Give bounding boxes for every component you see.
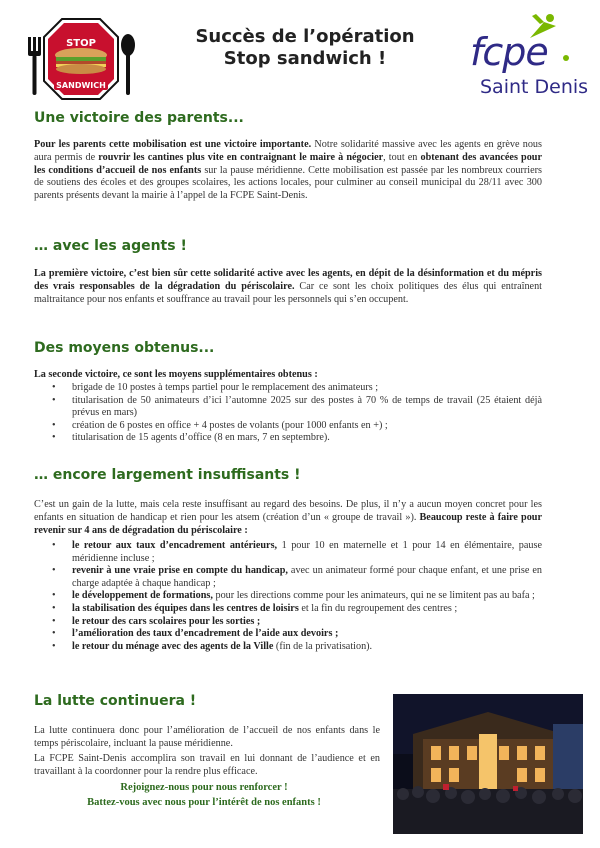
town-hall-protest-photo	[393, 694, 583, 834]
list-item: • le retour aux taux d’encadrement antérieurs, 1 pour 10 en maternelle et 1 pour 14 en élémentaire, pause méridienne incluse ;	[34, 540, 542, 565]
title-line-1: Succès de l’opération	[195, 26, 415, 47]
struggle-text-1: La lutte continuera donc pour l’amélioration de l’accueil de nos enfants dans le temps périscolaire, incluant la pause méridienne.	[34, 725, 380, 749]
page-title	[150, 26, 460, 70]
section-heading-means: Des moyens obtenus...	[34, 340, 215, 356]
means-list	[34, 382, 542, 445]
list-item: • le développement de formations, pour les directions comme pour les animateurs, qui ne se limitent pas au bafa ;	[34, 590, 542, 603]
list-item: • brigade de 10 postes à temps partiel pour le remplacement des animateurs ;	[34, 382, 542, 395]
stop-sandwich-logo	[22, 15, 140, 103]
list-item: • revenir à une vraie prise en compte du handicap, avec un animateur formé pour chaque enfant, et une prise en charge adaptée à chaque handicap ;	[34, 565, 542, 590]
insufficient-text: C’est un gain de la lutte, mais cela reste insuffisant au regard des besoins. De plus, il n’y a aucun moyen concret pour les enfants en situation de handicap et rien pour les atsem (création d’un « groupe de travail »). Beaucoup reste à faire pour revenir sur 4 ans de dégradation du périscolaire :	[34, 499, 542, 536]
section-text-victory: Pour les parents cette mobilisation est une victoire importante. Notre solidarité massive avec les agents en grève nous aura permis de rouvrir les cantines plus vite en contraignant le maire à négocier, tout en obtenant des avancées pour les conditions d’accueil de nos enfants sur la pause méridienne. Cette mobilisation est passée par les nombreux courriers de soutiens des écoles et des groupes scolaires, les actions locales, pour culminer au conseil municipal du 28/11 avec 300 parents présents devant la mairie à l’appel de la FCPE Saint-Denis.	[34, 139, 542, 202]
list-item: • la stabilisation des équipes dans les centres de loisirs et la fin du regroupement des centres ;	[34, 603, 542, 616]
list-item: • titularisation de 15 agents d’office (8 en mars, 7 en septembre).	[34, 432, 542, 445]
title-line-2: Stop sandwich !	[223, 48, 387, 69]
means-intro: La seconde victoire, ce sont les moyens supplémentaires obtenus :	[34, 369, 318, 380]
svg-text:STOP: STOP	[66, 38, 96, 49]
list-item: • création de 6 postes en office + 4 postes de volants (pour 1000 enfants en +) ;	[34, 420, 542, 433]
fcpe-wordmark: fcpe	[470, 30, 548, 74]
section-text-agents: La première victoire, c’est bien sûr cette solidarité active avec les agents, en dépit de la désinformation et du mépris des vrais responsables de la dégradation du périscolaire. Car ce sont les choix politiques des élus qui entraînent maltraitance pour nos enfants et souffrance au travail pour les personnels qui s’en occupent.	[34, 268, 543, 305]
section-heading-insufficient: … encore largement insuffisants !	[34, 467, 301, 483]
list-item: • le retour des cars scolaires pour les sorties ;	[34, 616, 542, 629]
spoon-icon	[121, 34, 135, 95]
section-heading-victory: Une victoire des parents...	[34, 110, 244, 126]
struggle-text-2: La FCPE Saint-Denis accomplira son travail en lui donnant de l’audience et en travaillant à la coordonner pour la rendre plus efficace.	[34, 753, 380, 777]
fork-icon	[28, 37, 41, 95]
list-item: • l’amélioration des taux d’encadrement de l’aide aux devoirs ;	[34, 628, 542, 641]
svg-text:SANDWICH: SANDWICH	[56, 81, 106, 90]
section-heading-struggle: La lutte continuera !	[34, 693, 197, 709]
list-item: • le retour du ménage avec des agents de la Ville (fin de la privatisation).	[34, 641, 542, 654]
call-to-action-2: Battez-vous avec nous pour l’intérêt de nos enfants !	[87, 797, 321, 808]
dot-icon	[562, 54, 570, 62]
sandwich-icon	[55, 48, 107, 74]
section-heading-agents: … avec les agents !	[34, 238, 187, 254]
list-item: • titularisation de 50 animateurs d’ici l’automne 2025 sur des postes à 70 % de temps de travail (25 étaient déjà prévus en mars)	[34, 395, 542, 420]
fcpe-city: Saint Denis	[480, 76, 589, 98]
demands-list	[34, 540, 542, 653]
call-to-action-1: Rejoignez-nous pour nous renforcer !	[120, 782, 288, 793]
fcpe-logo	[462, 12, 589, 106]
